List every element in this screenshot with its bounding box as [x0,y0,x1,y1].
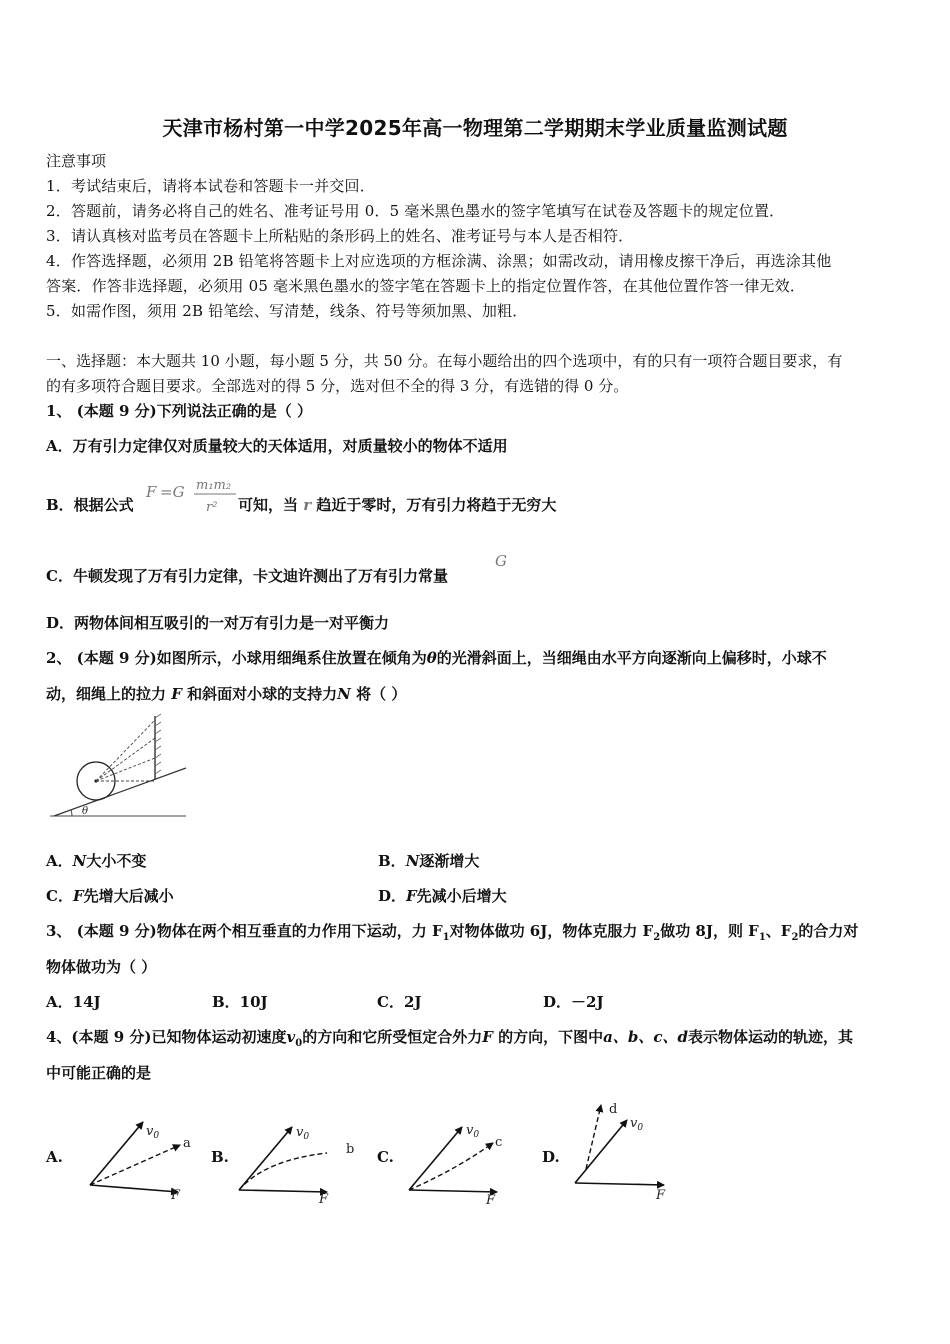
q4-stem-line1: 4、(本题 9 分)已知物体运动初速度$v_0$的方向和它所受恒定合外力F 的方向，下图中a、b、c、d表示物体运动的轨迹，其 [46,1028,853,1049]
svg-text:a: a [183,1136,191,1151]
formula-f: F [146,483,157,501]
q1-option-c: C．牛顿发现了万有引力定律，卡文迪许测出了万有引力常量 [46,567,448,585]
gravitation-formula [146,474,238,516]
q4-option-c: C. [377,1148,394,1166]
q3-stem-line1: 3、 (本题 9 分)物体在两个相互垂直的力作用下运动，力 $F_1$对物体做功 6J，物体克服力 $F_2$做功 8J，则 $F_1$、$F_2$的合力对 [46,922,859,943]
svg-text:d: d [609,1102,618,1117]
q2-option-b: B．N逐渐增大 [378,852,480,870]
svg-text:v0: $v_0$ [296,1125,310,1142]
svg-text:b: b [346,1142,355,1157]
q1-stem: 1、 (本题 9 分)下列说法正确的是（ ） [46,402,312,420]
q2-option-d: D．F先减小后增大 [378,887,507,905]
notice-item: 5．如需作图，须用 2B 铅笔绘、写清楚，线条、符号等须加黑、加粗． [46,302,528,320]
trajectory-figures [0,1095,950,1215]
q2-stem-line1: 2、 (本题 9 分)如图所示，小球用细绳系住放置在倾角为θ的光滑斜面上，当细绳由水平方向逐渐向上偏移时，小球不 [46,649,827,667]
q2-option-a: A．N大小不变 [46,852,147,870]
svg-text:F: F [486,1193,496,1208]
notice-item: 4．作答选择题，必须用 2B 铅笔将答题卡上对应选项的方框涂满、涂黑；如需改动，请用橡皮擦干净后，再选涂其他 [46,252,832,270]
svg-text:v0: $v_0$ [630,1116,644,1133]
notice-item: 答案．作答非选择题，必须用 05 毫米黑色墨水的签字笔在答题卡上的指定位置作答，在其他位置作答一律无效． [46,277,806,295]
figure-d [575,1102,666,1203]
svg-text:F: F [656,1188,666,1203]
q4-option-a: A. [46,1148,63,1166]
q1-option-d: D．两物体间相互吸引的一对万有引力是一对平衡力 [46,614,390,632]
svg-text:v0: $v_0$ [466,1123,480,1140]
figure-a [90,1122,191,1203]
notice-item: 2．答题前，请务必将自己的姓名、准考证号用 0．5 毫米黑色墨水的签字笔填写在试卷及答题卡的规定位置． [46,202,785,220]
gravitational-constant-symbol: G [495,552,507,570]
q3-option-c: C．2J [377,993,422,1011]
notice-item: 3．请认真核对监考员在答题卡上所粘贴的条形码上的姓名、准考证号与本人是否相符． [46,227,634,245]
svg-text:c: c [495,1135,503,1150]
svg-text:F: F [171,1188,181,1203]
q4-option-d: D. [542,1148,560,1166]
q1-option-b-rest: 可知，当 r 趋近于零时，万有引力将趋于无穷大 [238,496,557,514]
q2-stem-line2: 动，细绳上的拉力 F 和斜面对小球的支持力N 将（ ） [46,685,407,703]
figure-b [239,1125,354,1207]
q2-option-c: C．F先增大后减小 [46,887,174,905]
formula-eq-g: =G [160,483,185,501]
q4-stem-line2: 中可能正确的是 [46,1064,152,1082]
q3-option-a: A．14J [46,993,101,1011]
q3-option-b: B．10J [212,993,268,1011]
svg-text:v0: $v_0$ [146,1124,160,1141]
incline-figure [48,712,188,822]
notice-item: 1．考试结束后，请将本试卷和答题卡一并交回． [46,177,375,195]
figure-c [409,1123,502,1208]
q4-option-b: B. [211,1148,229,1166]
section-intro: 一、选择题：本大题共 10 小题，每小题 5 分，共 50 分。在每小题给出的四个选项中，有的只有一项符合题目要求，有 [46,352,843,370]
svg-text:F: F [319,1192,329,1207]
q1-option-b-prefix: B．根据公式 [46,496,134,514]
formula-numerator: m₁m₂ [196,478,232,493]
theta-label: θ [82,806,89,817]
q3-option-d: D．－2J [543,993,604,1011]
page-title: 天津市杨村第一中学2025年高一物理第二学期期末学业质量监测试题 [162,116,788,140]
q3-stem-line2: 物体做功为（ ） [46,958,157,976]
section-intro: 的有多项符合题目要求。全部选对的得 5 分，选对但不全的得 3 分，有选错的得 0 分。 [46,377,629,395]
notice-heading: 注意事项 [46,152,107,170]
q1-option-a: A．万有引力定律仅对质量较大的天体适用，对质量较小的物体不适用 [46,437,508,455]
formula-denominator: r² [206,500,218,515]
